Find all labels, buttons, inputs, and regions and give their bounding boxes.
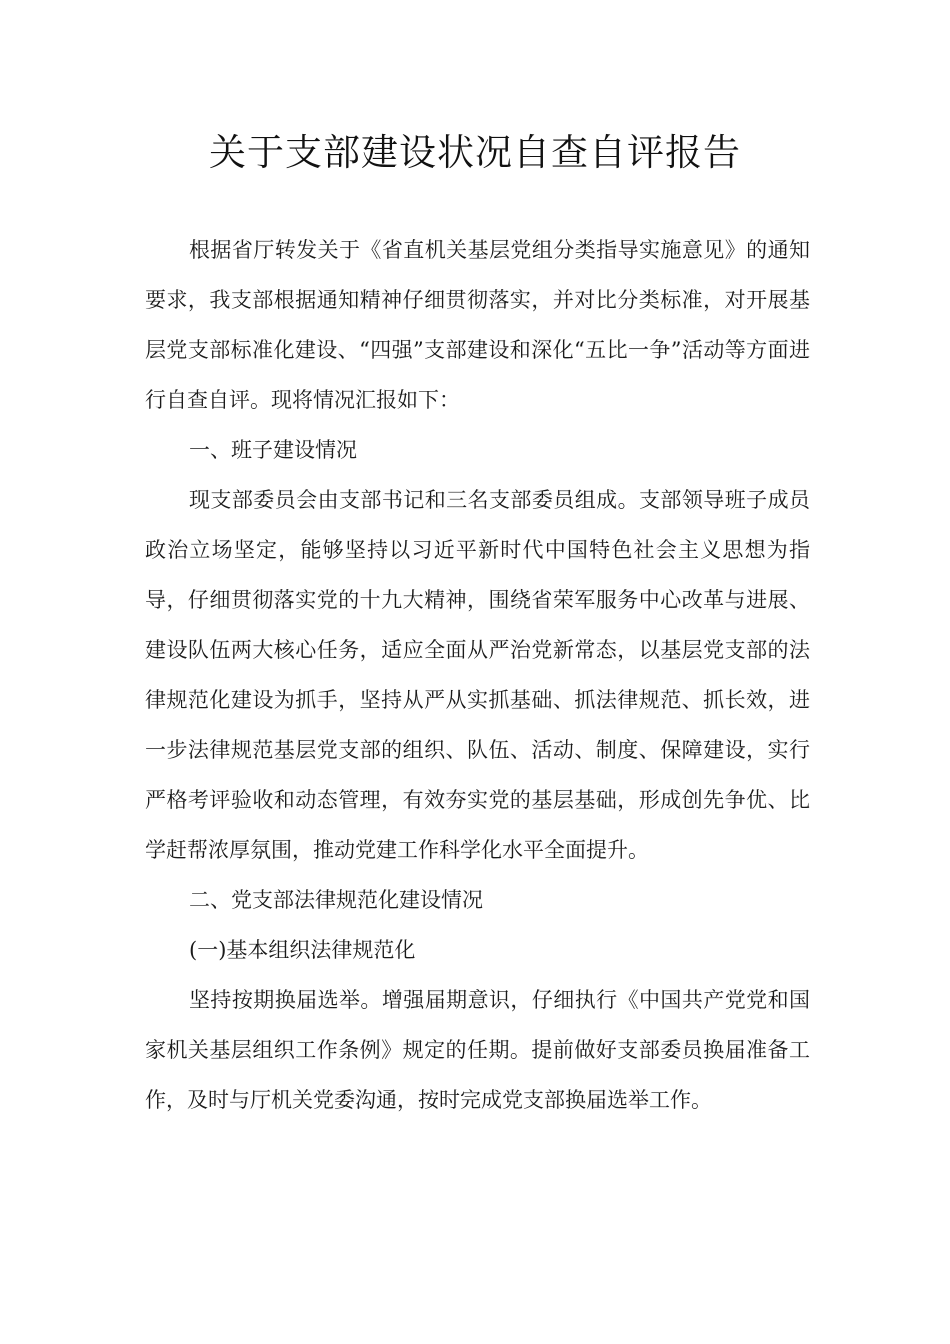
- basic-organization-paragraph: 坚持按期换届选举。增强届期意识，仔细执行《中国共产党党和国家机关基层组织工作条例》规定的任期。提前做好支部委员换届准备工作，及时与厅机关党委沟通，按时完成党支部换届选举工作。: [145, 988, 810, 1112]
- team-building-paragraph: 现支部委员会由支部书记和三名支部委员组成。支部领导班子成员政治立场坚定，能够坚持以习近平新时代中国特色社会主义思想为指导，仔细贯彻落实党的十九大精神，围绕省荣军服务中心改革与进展、建设队伍两大核心任务，适应全面从严治党新常态，以基层党支部的法律规范化建设为抓手，坚持从严从实抓基础、抓法律规范、抓长效，进一步法律规范基层党支部的组织、队伍、活动、制度、保障建设，实行严格考评验收和动态管理，有效夯实党的基层基础，形成创先争优、比学赶帮浓厚氛围，推动党建工作科学化水平全面提升。: [145, 488, 810, 862]
- subsection-heading-basic-organization: (一)基本组织法律规范化: [189, 938, 416, 962]
- intro-paragraph: 根据省厅转发关于《省直机关基层党组分类指导实施意见》的通知要求，我支部根据通知精神仔细贯彻落实，并对比分类标准，对开展基层党支部标准化建设、“四强”支部建设和深化“五比一争”活动等方面进行自查自评。现将情况汇报如下：: [145, 238, 810, 412]
- section-heading-standardization: 二、党支部法律规范化建设情况: [189, 888, 483, 912]
- document-title: 关于支部建设状况自查自评报告: [209, 131, 741, 174]
- document-body: [145, 225, 810, 1125]
- section-heading-team-building: 一、班子建设情况: [189, 438, 357, 462]
